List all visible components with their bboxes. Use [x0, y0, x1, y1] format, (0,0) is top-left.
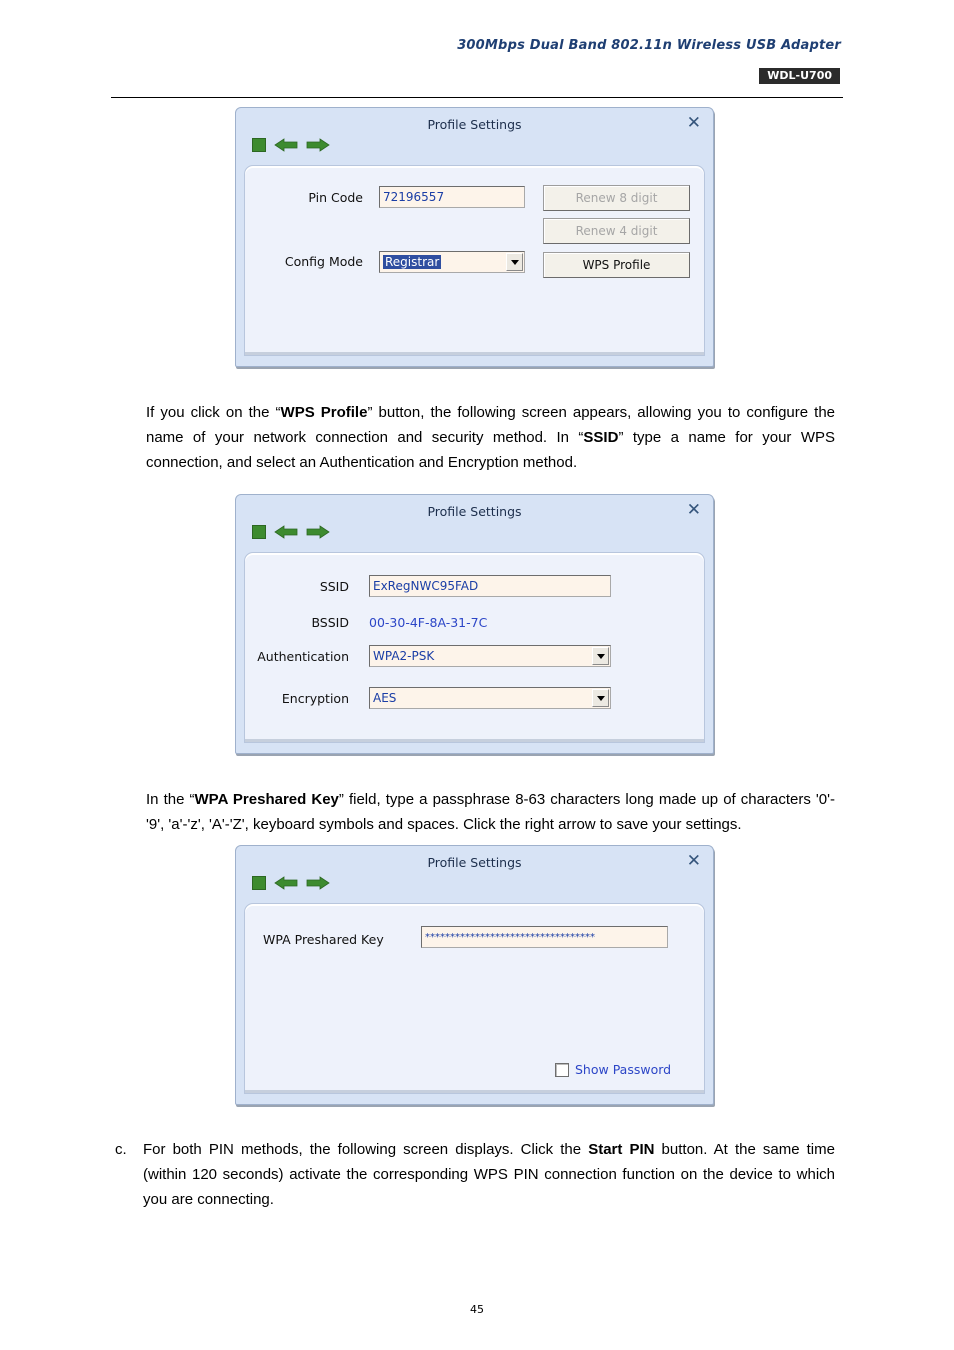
back-arrow-icon[interactable]	[274, 525, 298, 539]
close-icon[interactable]: ✕	[686, 851, 701, 871]
ssid-field[interactable]: ExRegNWC95FAD	[369, 575, 611, 597]
psk-paragraph	[146, 787, 835, 837]
model-badge: WDL-U700	[759, 68, 840, 84]
bold-text: WPA Preshared Key	[194, 791, 339, 808]
text: ” type a name for your WPS connection, and select an Authentication and Encryption method.	[146, 429, 835, 471]
profile-settings-dialog-pin	[235, 107, 714, 367]
list-marker-c: c.	[115, 1141, 127, 1158]
stop-square-icon[interactable]	[252, 876, 266, 890]
profile-settings-dialog-psk	[235, 845, 714, 1105]
dialog-title: Profile Settings	[427, 117, 522, 132]
forward-arrow-icon[interactable]	[306, 525, 330, 539]
panel-bottom-edge	[245, 352, 704, 355]
stop-square-icon[interactable]	[252, 138, 266, 152]
product-title: 300Mbps Dual Band 802.11n Wireless USB Adapter	[457, 38, 841, 53]
dialog-toolbar	[252, 522, 330, 542]
renew-4-digit-button[interactable]: Renew 4 digit	[543, 218, 690, 244]
stop-square-icon[interactable]	[252, 525, 266, 539]
panel-bottom-edge	[245, 739, 704, 742]
encryption-value: AES	[373, 691, 397, 705]
text: If you click on the “	[146, 404, 281, 421]
show-password-label[interactable]: Show Password	[575, 1062, 672, 1077]
back-arrow-icon[interactable]	[274, 138, 298, 152]
show-password-checkbox[interactable]	[555, 1063, 569, 1077]
bold-text: WPS Profile	[280, 404, 368, 421]
renew-8-digit-button[interactable]: Renew 8 digit	[543, 185, 690, 211]
text: In the “	[146, 791, 195, 808]
encryption-select[interactable]	[369, 687, 611, 709]
forward-arrow-icon[interactable]	[306, 876, 330, 890]
dialog-panel	[244, 552, 705, 743]
pin-code-label: Pin Code	[308, 190, 363, 205]
bssid-label: BSSID	[311, 615, 349, 630]
dropdown-arrow-icon[interactable]	[592, 647, 609, 665]
page-number: 45	[470, 1303, 484, 1316]
wpa-preshared-key-label: WPA Preshared Key	[263, 932, 384, 947]
dropdown-arrow-icon[interactable]	[506, 253, 523, 271]
text: For both PIN methods, the following screen displays. Click the	[143, 1141, 589, 1158]
authentication-label: Authentication	[257, 649, 349, 664]
dialog-toolbar	[252, 135, 330, 155]
pin-code-field[interactable]: 72196557	[379, 186, 525, 208]
forward-arrow-icon[interactable]	[306, 138, 330, 152]
authentication-value: WPA2-PSK	[373, 649, 435, 663]
ssid-label: SSID	[319, 579, 349, 594]
config-mode-value: Registrar	[385, 255, 440, 269]
dialog-title: Profile Settings	[427, 855, 522, 870]
start-pin-paragraph	[143, 1137, 835, 1212]
text: ” field, type a passphrase 8-63 characters long made up of characters '0'-'9', 'a'-'z', 'A'-'Z', keyboard symbols and spaces. Click the right arrow to save your settings.	[146, 791, 835, 833]
dialog-panel	[244, 903, 705, 1094]
dropdown-arrow-icon[interactable]	[592, 689, 609, 707]
bold-text: SSID	[583, 429, 619, 446]
wpa-preshared-key-field[interactable]: **********************************	[421, 926, 668, 948]
config-mode-label: Config Mode	[284, 254, 363, 269]
text: button. At the same time (within 120 seconds) activate the corresponding WPS PIN connection function on the device to which you are connecting.	[143, 1141, 835, 1208]
text: ” button, the following screen appears, allowing you to configure the name of your network connection and security method. In “	[146, 404, 836, 446]
close-icon[interactable]: ✕	[686, 113, 701, 133]
profile-settings-dialog-ssid	[235, 494, 714, 754]
dialog-title: Profile Settings	[427, 504, 522, 519]
authentication-select[interactable]	[369, 645, 611, 667]
wps-profile-button[interactable]: WPS Profile	[543, 252, 690, 278]
config-mode-select[interactable]	[379, 251, 525, 273]
encryption-label: Encryption	[281, 691, 349, 706]
wps-profile-paragraph	[146, 400, 835, 475]
back-arrow-icon[interactable]	[274, 876, 298, 890]
bssid-value: 00-30-4F-8A-31-7C	[369, 615, 488, 630]
bold-text: Start PIN	[588, 1141, 655, 1158]
dialog-toolbar	[252, 873, 330, 893]
dialog-panel	[244, 165, 705, 356]
panel-bottom-edge	[245, 1090, 704, 1093]
close-icon[interactable]: ✕	[686, 500, 701, 520]
header-divider	[111, 97, 843, 98]
